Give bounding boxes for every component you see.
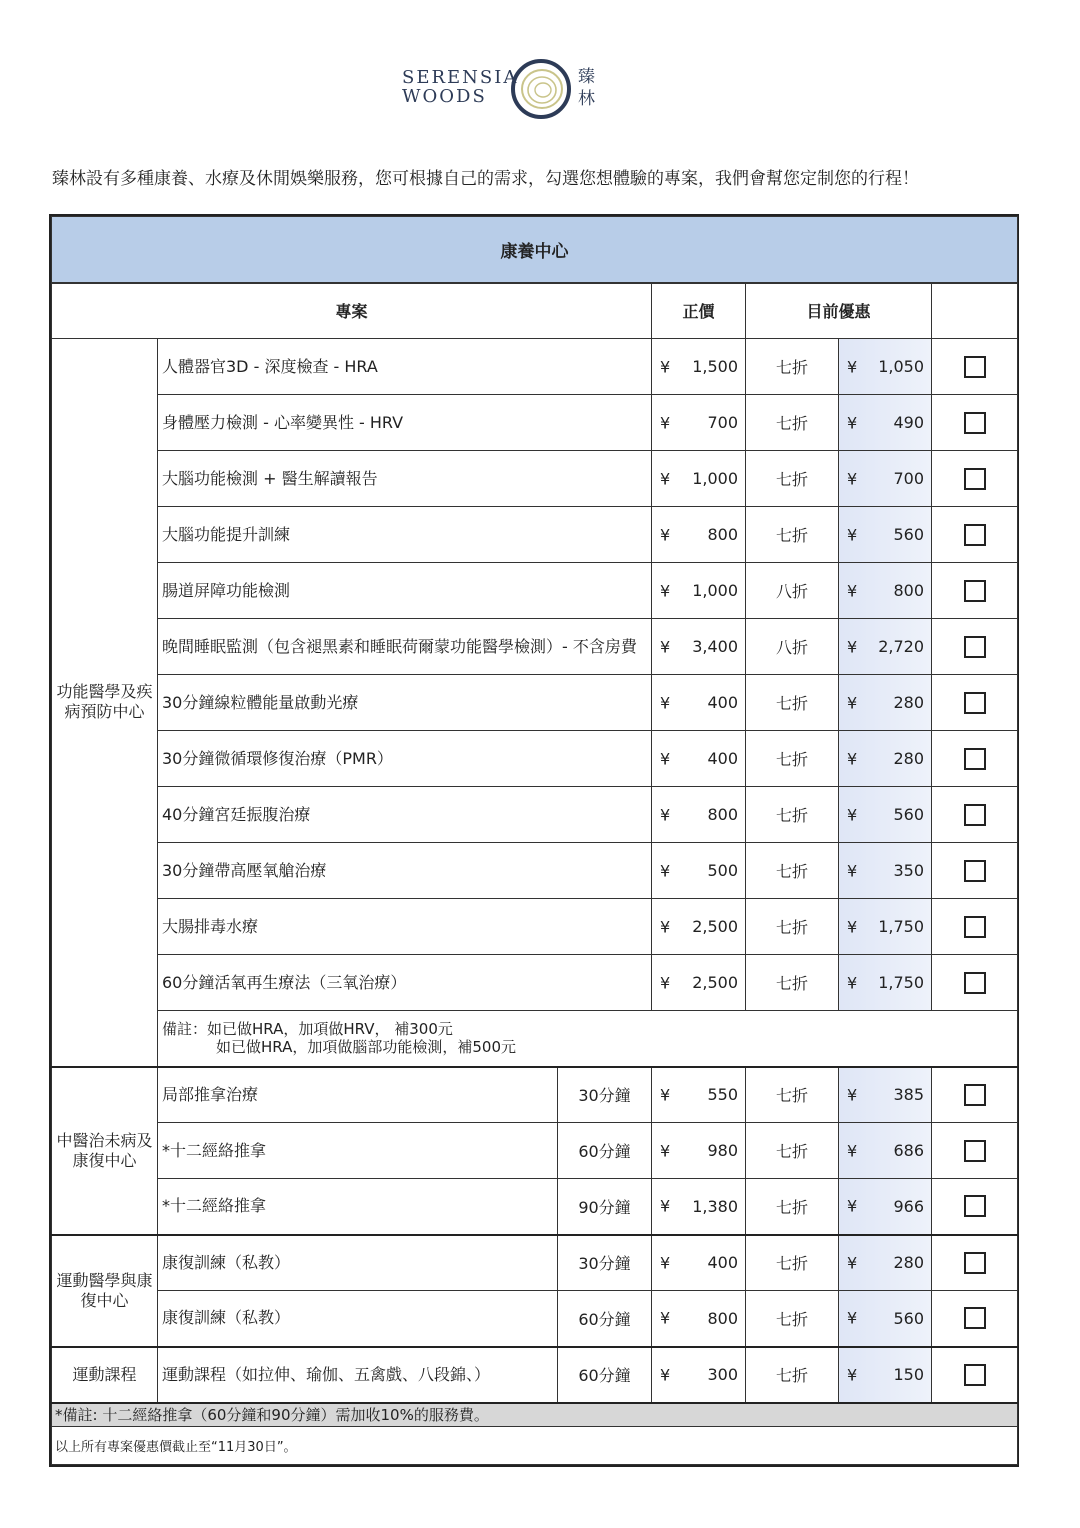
item-name: *十二經絡推拿 — [158, 1179, 558, 1235]
currency-symbol: ¥ — [847, 1141, 858, 1160]
table-row — [52, 1179, 1018, 1235]
currency-symbol: ¥ — [847, 973, 858, 992]
currency-symbol: ¥ — [660, 973, 671, 992]
regular-price: ¥ 800 — [652, 787, 746, 843]
duration-cell: 60分鐘 — [558, 1347, 652, 1403]
currency-symbol: ¥ — [847, 581, 858, 600]
sale-price: ¥ 560 — [839, 1291, 932, 1347]
item-name: 30分鐘帶高壓氧艙治療 — [158, 843, 652, 899]
select-checkbox[interactable] — [964, 1307, 986, 1329]
sale-price: ¥ 350 — [839, 843, 932, 899]
sale-price: ¥ 1,750 — [839, 899, 932, 955]
select-checkbox-cell — [932, 1235, 1018, 1291]
discount-label: 七折 — [746, 899, 839, 955]
select-checkbox-cell — [932, 843, 1018, 899]
discount-label: 七折 — [746, 1123, 839, 1179]
regular-price: ¥ 1,000 — [652, 451, 746, 507]
select-checkbox-cell — [932, 563, 1018, 619]
currency-symbol: ¥ — [660, 469, 671, 488]
select-checkbox[interactable] — [964, 748, 986, 770]
select-checkbox[interactable] — [964, 580, 986, 602]
sale-price: ¥ 560 — [839, 787, 932, 843]
duration-cell: 90分鐘 — [558, 1179, 652, 1235]
currency-symbol: ¥ — [847, 1308, 858, 1328]
table-row — [52, 899, 1018, 955]
select-checkbox[interactable] — [964, 636, 986, 658]
regular-price: ¥ 300 — [652, 1347, 746, 1403]
currency-symbol: ¥ — [847, 749, 858, 768]
regular-price: ¥ 800 — [652, 507, 746, 563]
sale-price: ¥ 2,720 — [839, 619, 932, 675]
category-cell: 運動醫學與康復中心 — [52, 1235, 158, 1347]
discount-label: 七折 — [746, 1179, 839, 1235]
select-checkbox[interactable] — [964, 412, 986, 434]
discount-label: 七折 — [746, 1235, 839, 1291]
regular-price: ¥ 1,000 — [652, 563, 746, 619]
currency-symbol: ¥ — [660, 357, 671, 376]
select-checkbox[interactable] — [964, 1195, 986, 1217]
currency-symbol: ¥ — [847, 525, 858, 544]
item-name: 40分鐘宮廷振腹治療 — [158, 787, 652, 843]
price-table — [49, 214, 1019, 1467]
sale-price: ¥ 1,750 — [839, 955, 932, 1011]
item-name: 康復訓練（私教） — [158, 1235, 558, 1291]
currency-symbol: ¥ — [847, 693, 858, 712]
regular-price: ¥ 400 — [652, 731, 746, 787]
currency-symbol: ¥ — [660, 805, 671, 824]
discount-label: 七折 — [746, 675, 839, 731]
select-checkbox-cell — [932, 395, 1018, 451]
regular-price: ¥ 1,500 — [652, 339, 746, 395]
item-name: 人體器官3D - 深度檢查 - HRA — [158, 339, 652, 395]
currency-symbol: ¥ — [660, 581, 671, 600]
item-name: 局部推拿治療 — [158, 1067, 558, 1123]
regular-price: ¥ 400 — [652, 1235, 746, 1291]
discount-label: 七折 — [746, 955, 839, 1011]
sale-price: ¥ 686 — [839, 1123, 932, 1179]
discount-label: 七折 — [746, 787, 839, 843]
select-checkbox-cell — [932, 1123, 1018, 1179]
select-checkbox-cell — [932, 1067, 1018, 1123]
currency-symbol: ¥ — [660, 749, 671, 768]
sale-price: ¥ 966 — [839, 1179, 932, 1235]
currency-symbol: ¥ — [847, 1365, 858, 1384]
brand-cn: 臻 林 — [578, 67, 595, 109]
sale-price: ¥ 280 — [839, 1235, 932, 1291]
sale-price: ¥ 800 — [839, 563, 932, 619]
table-row — [52, 1347, 1018, 1403]
currency-symbol: ¥ — [660, 917, 671, 936]
tree-ring-icon — [510, 58, 572, 120]
select-checkbox-cell — [932, 619, 1018, 675]
select-checkbox[interactable] — [964, 692, 986, 714]
discount-label: 七折 — [746, 843, 839, 899]
select-checkbox[interactable] — [964, 804, 986, 826]
item-name: 身體壓力檢測 - 心率變異性 - HRV — [158, 395, 652, 451]
currency-symbol: ¥ — [847, 413, 858, 432]
currency-symbol: ¥ — [847, 1196, 858, 1216]
item-name: 大腦功能檢測 + 醫生解讀報告 — [158, 451, 652, 507]
currency-symbol: ¥ — [660, 1308, 671, 1328]
header-project: 專案 — [52, 283, 652, 339]
select-checkbox-cell — [932, 675, 1018, 731]
discount-label: 七折 — [746, 731, 839, 787]
regular-price: ¥ 980 — [652, 1123, 746, 1179]
note-row — [52, 1011, 1018, 1067]
select-checkbox-cell — [932, 787, 1018, 843]
item-name: 腸道屏障功能檢測 — [158, 563, 652, 619]
item-name: 運動課程（如拉伸、瑜伽、五禽戲、八段錦、） — [158, 1347, 558, 1403]
discount-label: 七折 — [746, 395, 839, 451]
currency-symbol: ¥ — [660, 1365, 671, 1384]
table-row — [52, 1123, 1018, 1179]
sale-price: ¥ 280 — [839, 731, 932, 787]
intro-text: 臻林設有多種康養、水療及休閒娛樂服務，您可根據自己的需求，勾選您想體驗的專案，我們會幫您定制您的行程！ — [52, 169, 919, 189]
currency-symbol: ¥ — [847, 805, 858, 824]
currency-symbol: ¥ — [660, 413, 671, 432]
sale-price: ¥ 560 — [839, 507, 932, 563]
table-row — [52, 731, 1018, 787]
table-row — [52, 675, 1018, 731]
item-name: *十二經絡推拿 — [158, 1123, 558, 1179]
currency-symbol: ¥ — [660, 1085, 671, 1105]
currency-symbol: ¥ — [847, 357, 858, 376]
item-name: 晚間睡眠監測（包含褪黑素和睡眠荷爾蒙功能醫學檢測）- 不含房費 — [158, 619, 652, 675]
currency-symbol: ¥ — [660, 861, 671, 880]
currency-symbol: ¥ — [660, 1196, 671, 1216]
regular-price: ¥ 800 — [652, 1291, 746, 1347]
currency-symbol: ¥ — [847, 1253, 858, 1273]
table-row — [52, 451, 1018, 507]
table-row — [52, 563, 1018, 619]
currency-symbol: ¥ — [847, 469, 858, 488]
table-row — [52, 1235, 1018, 1291]
table-row — [52, 1067, 1018, 1123]
discount-label: 七折 — [746, 451, 839, 507]
discount-label: 七折 — [746, 1347, 839, 1403]
regular-price: ¥ 550 — [652, 1067, 746, 1123]
currency-symbol: ¥ — [660, 1253, 671, 1273]
select-checkbox-cell — [932, 339, 1018, 395]
item-name: 大腸排毒水療 — [158, 899, 652, 955]
select-checkbox[interactable] — [964, 1364, 986, 1386]
table-row — [52, 619, 1018, 675]
regular-price: ¥ 700 — [652, 395, 746, 451]
header-check — [932, 283, 1018, 339]
select-checkbox-cell — [932, 731, 1018, 787]
currency-symbol: ¥ — [660, 637, 671, 656]
category-cell: 功能醫學及疾病預防中心 — [52, 339, 158, 1067]
sale-price: ¥ 700 — [839, 451, 932, 507]
select-checkbox[interactable] — [964, 356, 986, 378]
footnote-deadline: 以上所有專案優惠價截止至“11月30日”。 — [52, 1427, 1018, 1465]
currency-symbol: ¥ — [660, 1141, 671, 1160]
currency-symbol: ¥ — [847, 861, 858, 880]
currency-symbol: ¥ — [847, 1085, 858, 1105]
discount-label: 七折 — [746, 1291, 839, 1347]
item-name: 康復訓練（私教） — [158, 1291, 558, 1347]
item-name: 60分鐘活氧再生療法（三氧治療） — [158, 955, 652, 1011]
select-checkbox[interactable] — [964, 1252, 986, 1274]
sale-price: ¥ 150 — [839, 1347, 932, 1403]
discount-label: 七折 — [746, 339, 839, 395]
item-name: 30分鐘微循環修復治療（PMR） — [158, 731, 652, 787]
table-row — [52, 339, 1018, 395]
regular-price: ¥ 1,380 — [652, 1179, 746, 1235]
sale-price: ¥ 280 — [839, 675, 932, 731]
table-row — [52, 395, 1018, 451]
table-row — [52, 787, 1018, 843]
brand-logo — [402, 58, 602, 122]
currency-symbol: ¥ — [660, 693, 671, 712]
discount-label: 七折 — [746, 507, 839, 563]
table-title: 康養中心 — [52, 217, 1018, 283]
duration-cell: 60分鐘 — [558, 1123, 652, 1179]
table-row — [52, 843, 1018, 899]
brand-name: SERENSIA WOODS — [402, 67, 519, 107]
item-name: 大腦功能提升訓練 — [158, 507, 652, 563]
table-row — [52, 955, 1018, 1011]
discount-label: 八折 — [746, 619, 839, 675]
select-checkbox[interactable] — [964, 468, 986, 490]
currency-symbol: ¥ — [660, 525, 671, 544]
footnote-service-fee: *備註: 十二經絡推拿（60分鐘和90分鐘）需加收10%的服務費。 — [52, 1403, 1018, 1427]
currency-symbol: ¥ — [847, 917, 858, 936]
regular-price: ¥ 2,500 — [652, 899, 746, 955]
section-note: 備註：如已做HRA，加項做HRV， 補300元 如已做HRA，加項做腦部功能檢測，補500元 — [158, 1011, 1018, 1067]
select-checkbox-cell — [932, 1179, 1018, 1235]
header-discount: 目前優惠 — [746, 283, 932, 339]
select-checkbox-cell — [932, 507, 1018, 563]
header-price: 正價 — [652, 283, 746, 339]
table-row — [52, 1291, 1018, 1347]
select-checkbox-cell — [932, 955, 1018, 1011]
duration-cell: 60分鐘 — [558, 1291, 652, 1347]
select-checkbox-cell — [932, 1347, 1018, 1403]
select-checkbox[interactable] — [964, 1140, 986, 1162]
discount-label: 七折 — [746, 1067, 839, 1123]
sale-price: ¥ 490 — [839, 395, 932, 451]
sale-price: ¥ 385 — [839, 1067, 932, 1123]
duration-cell: 30分鐘 — [558, 1235, 652, 1291]
currency-symbol: ¥ — [847, 637, 858, 656]
select-checkbox-cell — [932, 899, 1018, 955]
select-checkbox[interactable] — [964, 972, 986, 994]
duration-cell: 30分鐘 — [558, 1067, 652, 1123]
select-checkbox-cell — [932, 1291, 1018, 1347]
select-checkbox-cell — [932, 451, 1018, 507]
select-checkbox[interactable] — [964, 860, 986, 882]
regular-price: ¥ 400 — [652, 675, 746, 731]
item-name: 30分鐘線粒體能量啟動光療 — [158, 675, 652, 731]
regular-price: ¥ 500 — [652, 843, 746, 899]
select-checkbox[interactable] — [964, 524, 986, 546]
category-cell: 中醫治未病及康復中心 — [52, 1067, 158, 1235]
sale-price: ¥ 1,050 — [839, 339, 932, 395]
discount-label: 八折 — [746, 563, 839, 619]
select-checkbox[interactable] — [964, 1084, 986, 1106]
regular-price: ¥ 2,500 — [652, 955, 746, 1011]
select-checkbox[interactable] — [964, 916, 986, 938]
category-cell: 運動課程 — [52, 1347, 158, 1403]
table-row — [52, 507, 1018, 563]
regular-price: ¥ 3,400 — [652, 619, 746, 675]
